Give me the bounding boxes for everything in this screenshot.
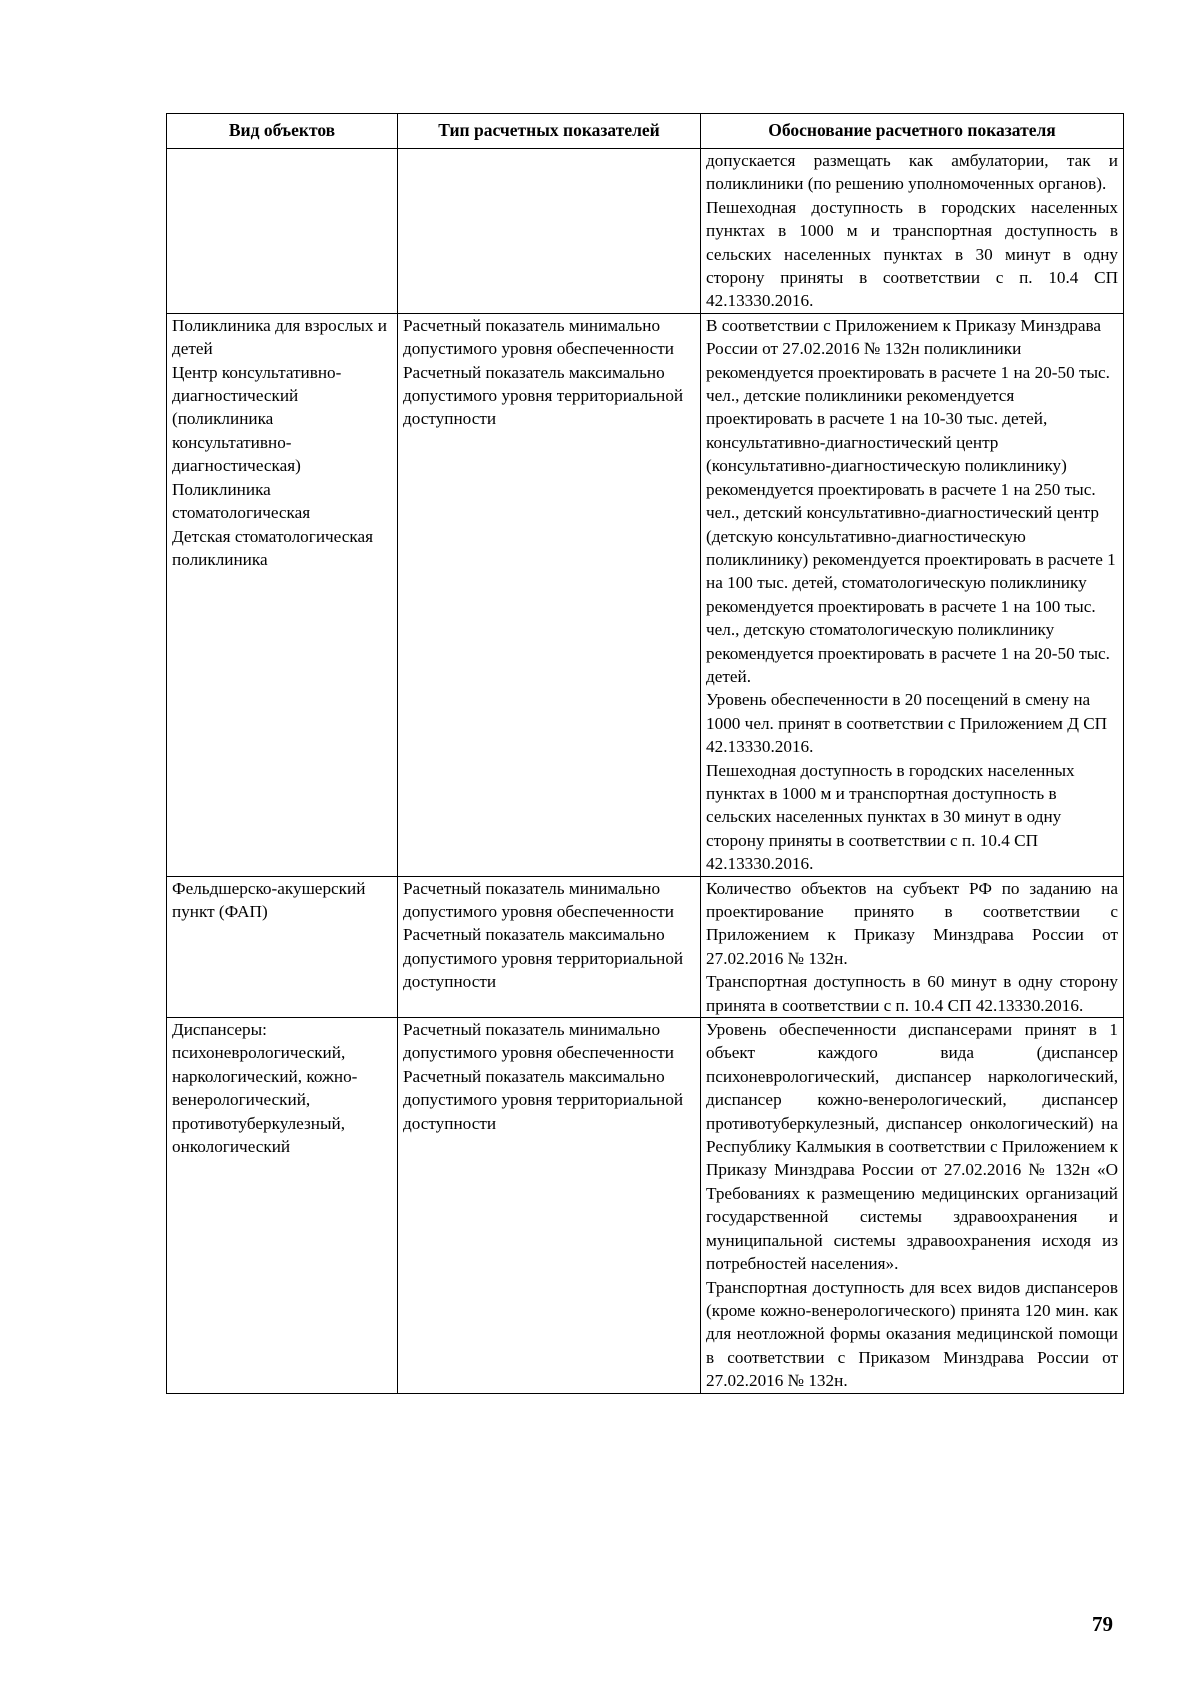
cell-indicator-type: [398, 1018, 701, 1394]
table-row: [167, 876, 1124, 1017]
cell-paragraph: Уровень обеспеченности диспансерами принят в 1 объект каждого вида (диспансер психоневрологический, диспансер наркологический, диспансер кожно-венерологический, диспансер противотуберкулезный, диспансер онкологический) на Республику Калмыкия в соответствии с Приложением к Приказу Минздрава России от 27.02.2016 № 132н «О Требованиях к размещению медицинских организаций государственной системы здравоохранения и муниципальной системы здравоохранения исходя из потребностей населения».: [706, 1020, 1118, 1274]
cell-paragraph: Пешеходная доступность в городских населенных пунктах в 1000 м и транспортная доступность в сельских населенных пунктах в 30 минут в одну сторону приняты в соответствии с п. 10.4 СП 42.13330.2016.: [706, 197, 1118, 311]
cell-indicator-type: [398, 313, 701, 876]
cell-object-type: [167, 1018, 398, 1394]
cell-paragraph: Уровень обеспеченности в 20 посещений в смену на 1000 чел. принят в соответствии с Приложением Д СП 42.13330.2016.: [706, 690, 1108, 757]
cell-paragraph: Расчетный показатель максимально допустимого уровня территориальной доступности: [403, 1066, 684, 1133]
cell-paragraph: Детская стоматологическая поликлиника: [172, 526, 373, 569]
cell-paragraph: Диспансеры: психоневрологический, наркологический, кожно-венерологический, противотуберкулезный, онкологический: [172, 1020, 358, 1157]
header-indicator-type: Тип расчетных показателей: [398, 114, 701, 149]
cell-indicator-basis: [701, 1018, 1124, 1394]
cell-object-type: [167, 149, 398, 314]
header-object-type: Вид объектов: [167, 114, 398, 149]
page-number: 79: [1092, 1612, 1113, 1636]
cell-paragraph: Транспортная доступность в 60 минут в одну сторону принята в соответствии с п. 10.4 СП 42.13330.2016.: [706, 972, 1118, 1015]
table-row: [167, 1018, 1124, 1394]
header-indicator-basis: Обоснование расчетного показателя: [701, 114, 1124, 149]
cell-indicator-basis: [701, 149, 1124, 314]
cell-object-type: [167, 876, 398, 1017]
cell-paragraph: В соответствии с Приложением к Приказу Минздрава России от 27.02.2016 № 132н поликлиники рекомендуется проектировать в расчете 1 на 20-50 тыс. чел., детские поликлиники рекомендуется проектировать в расчете 1 на 10-30 тыс. детей, консультативно-диагностический центр (консультативно-диагностическую поликлинику) рекомендуется проектировать в расчете 1 на 250 тыс. чел., детский консультативно-диагностический центр (детскую консультативно-диагностическую поликлинику) рекомендуется проектировать в расчете 1 на 100 тыс. детей, стоматологическую поликлинику рекомендуется проектировать в расчете 1 на 100 тыс. чел., детскую стоматологическую поликлинику рекомендуется проектировать в расчете 1 на 20-50 тыс. детей.: [706, 315, 1116, 686]
cell-indicator-basis: [701, 876, 1124, 1017]
cell-paragraph: Расчетный показатель максимально допустимого уровня территориальной доступности: [403, 925, 684, 992]
table-row: [167, 313, 1124, 876]
cell-paragraph: Поликлиника для взрослых и детей: [172, 315, 387, 359]
cell-object-type: [167, 313, 398, 876]
cell-paragraph: Расчетный показатель минимально допустимого уровня обеспеченности: [403, 1020, 674, 1063]
table-row: [167, 149, 1124, 314]
cell-paragraph: допускается размещать как амбулатории, так и поликлиники (по решению уполномоченных органов).: [706, 151, 1118, 194]
cell-paragraph: Фельдшерско-акушерский пункт (ФАП): [172, 878, 366, 921]
cell-paragraph: Количество объектов на субъект РФ по заданию на проектирование принято в соответствии с Приложением к Приказу Минздрава России от 27.02.2016 № 132н.: [706, 878, 1118, 968]
cell-indicator-type: [398, 149, 701, 314]
cell-paragraph: Пешеходная доступность в городских населенных пунктах в 1000 м и транспортная доступность в сельских населенных пунктах в 30 минут в одну сторону приняты в соответствии с п. 10.4 СП 42.13330.2016.: [706, 760, 1075, 874]
cell-paragraph: Расчетный показатель минимально допустимого уровня обеспеченности: [403, 315, 674, 359]
cell-paragraph: Поликлиника стоматологическая: [172, 479, 311, 523]
cell-indicator-type: [398, 876, 701, 1017]
cell-paragraph: Транспортная доступность для всех видов диспансеров (кроме кожно-венерологического) принята 120 мин. как для неотложной формы оказания медицинской помощи в соответствии с Приказом Минздрава России от 27.02.2016 № 132н.: [706, 1277, 1118, 1391]
table-header-row: [167, 114, 1124, 149]
cell-paragraph: Центр консультативно-диагностический (поликлиника консультативно-диагностическая): [172, 362, 342, 476]
cell-indicator-basis: [701, 313, 1124, 876]
cell-paragraph: Расчетный показатель минимально допустимого уровня обеспеченности: [403, 878, 674, 921]
cell-paragraph: Расчетный показатель максимально допустимого уровня территориальной доступности: [403, 362, 684, 429]
norms-table: [166, 113, 1124, 1394]
